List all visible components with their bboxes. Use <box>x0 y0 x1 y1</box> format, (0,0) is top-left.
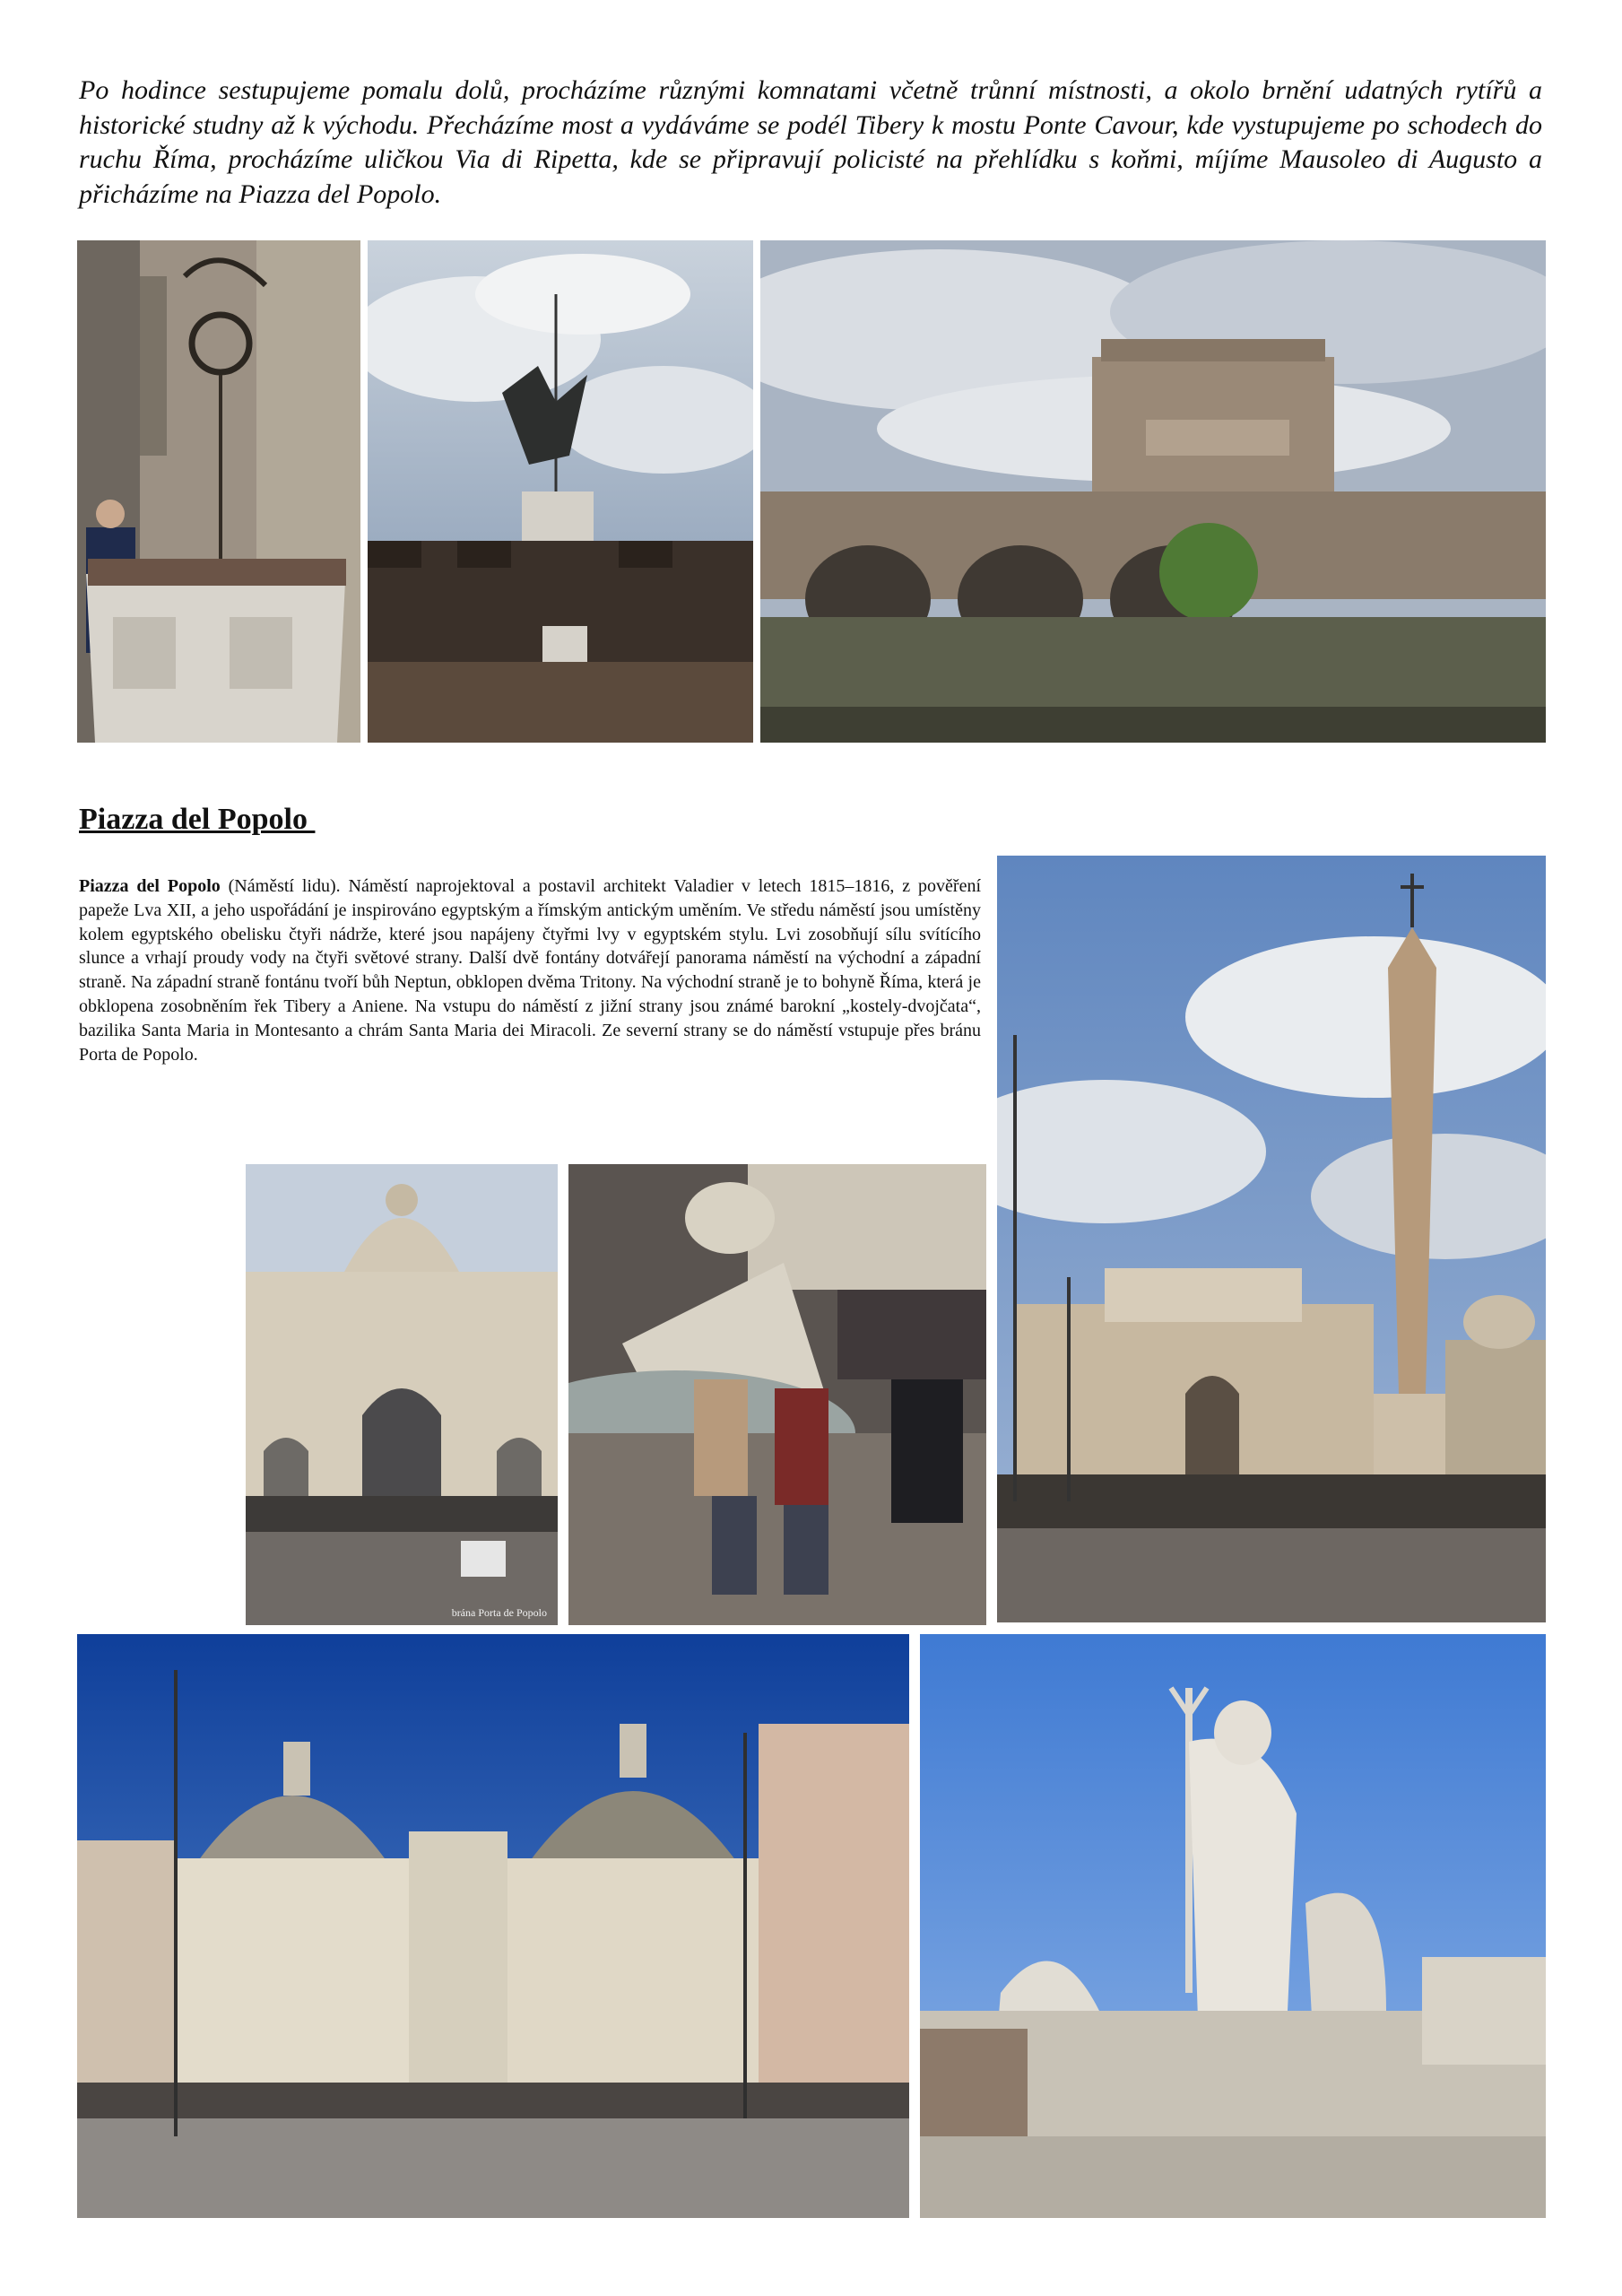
photo-castle-well <box>77 240 360 743</box>
section-heading: Piazza del Popolo <box>79 803 316 836</box>
section-body-lead: Piazza del Popolo <box>79 876 221 896</box>
photo-obelisk <box>997 856 1546 1622</box>
photo-porta-del-popolo <box>246 1164 558 1625</box>
photo-lion-fountain <box>568 1164 986 1625</box>
photo-castel-sant-angelo <box>760 240 1546 743</box>
photo-twin-churches <box>77 1634 909 2218</box>
photo-caption: brána Porta de Popolo <box>451 1606 547 1619</box>
section-body <box>79 874 981 1066</box>
section-body-text: (Náměstí lidu). Náměstí naprojektoval a postavil architekt Valadier v letech 1815–1816, z pověření papeže Lva XII, a jeho uspořádání je inspirováno egyptským a římským antickým uměním. Ve středu náměstí jsou umístěny kolem egyptského obelisku čtyři nádrže, které jsou napájeny čtyřmi lvy v egyptském stylu. Lvi zosobňují sílu svítícího slunce a vrhají proudy vody na čtyři světové strany. Další dvě fontány dotvářejí panorama náměstí na východní a západní straně. Na západní straně fontánu tvoří bůh Neptun, obklopen dvěma Tritony. Na východní straně je to bohyně Říma, která je obklopena zosobněním řek Tibery a Aniene. Na vstupu do náměstí z jižní strany jsou známé barokní „kostely-dvojčata“, bazilika Santa Maria in Montesanto a chrám Santa Maria dei Miracoli. Ze severní strany se do náměstí vstupuje přes bránu Porta de Popolo. <box>79 876 982 1065</box>
intro-paragraph: Po hodince sestupujeme pomalu dolů, procházíme různými komnatami včetně trůnní místnosti, a okolo brnění udatných rytířů a historické studny až k východu. Přecházíme most a vydáváme se podél Tibery k mostu Ponte Cavour, kde vystupujeme po schodech do ruchu Říma, procházíme uličkou Via di Ripetta, kde se připravují policisté na přehlídku s koňmi, míjíme Mausoleo di Augusto a přicházíme na Piazza del Popolo. <box>79 75 1542 209</box>
photo-angel-statue <box>368 240 753 743</box>
photo-neptune-fountain <box>920 1634 1546 2218</box>
